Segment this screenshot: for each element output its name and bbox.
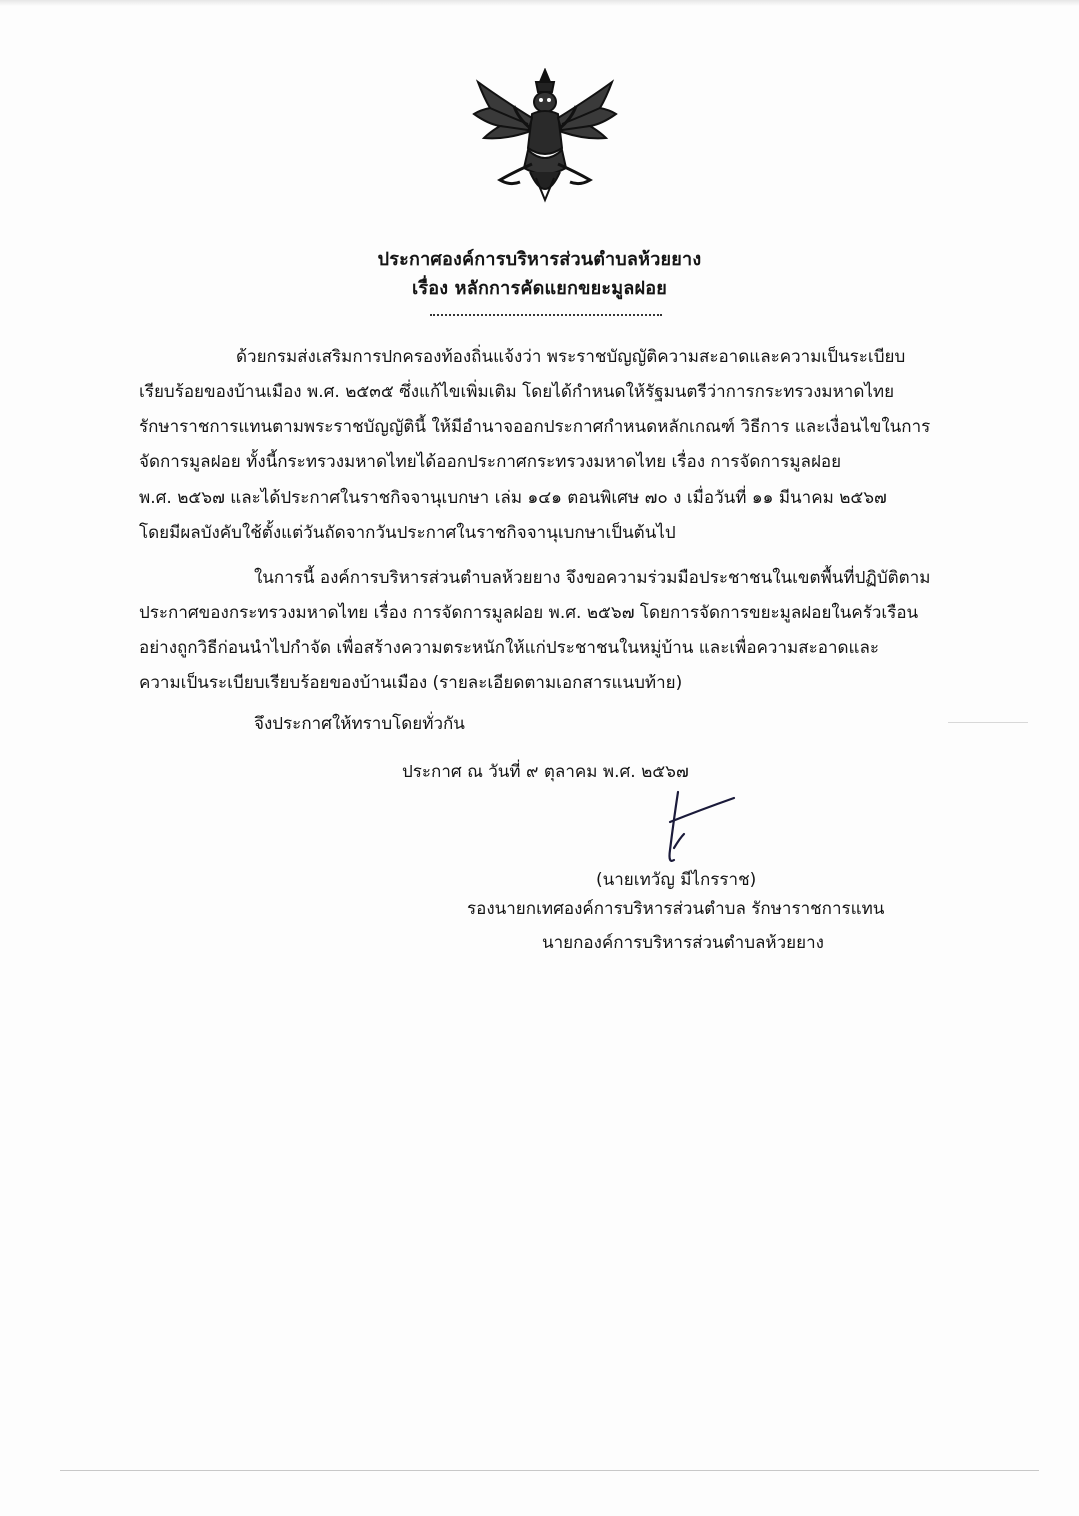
handwritten-signature-icon bbox=[630, 788, 750, 868]
signer-office: นายกองค์การบริหารส่วนตำบลห้วยยาง bbox=[542, 933, 824, 953]
announcement-date: ประกาศ ณ วันที่ ๙ ตุลาคม พ.ศ. ๒๕๖๗ bbox=[402, 762, 689, 782]
announcement-title: ประกาศองค์การบริหารส่วนตำบลห้วยยาง bbox=[377, 249, 702, 270]
paragraph-line: จัดการมูลฝอย ทั้งนี้กระทรวงมหาดไทยได้ออกประกาศกระทรวงมหาดไทย เรื่อง การจัดการมูลฝอย bbox=[139, 452, 842, 472]
scan-edge bbox=[0, 0, 1079, 6]
paragraph-line: โดยมีผลบังคับใช้ตั้งแต่วันถัดจากวันประกาศในราชกิจจานุเบกษาเป็นต้นไป bbox=[139, 523, 676, 543]
closing-statement: จึงประกาศให้ทราบโดยทั่วกัน bbox=[254, 714, 465, 734]
signer-name: (นายเทวัญ มีไกรราช) bbox=[596, 870, 757, 890]
title-divider bbox=[430, 314, 662, 316]
announcement-subject: เรื่อง หลักการคัดแยกขยะมูลฝอย bbox=[411, 278, 668, 299]
paragraph-line: ด้วยกรมส่งเสริมการปกครองท้องถิ่นแจ้งว่า พระราชบัญญัติความสะอาดและความเป็นระเบียบ bbox=[236, 347, 906, 367]
garuda-emblem-icon bbox=[470, 68, 620, 208]
signer-position: รองนายกเทศองค์การบริหารส่วนตำบล รักษาราชการแทน bbox=[467, 899, 885, 919]
margin-mark bbox=[948, 722, 1028, 723]
paragraph-line: ประกาศของกระทรวงมหาดไทย เรื่อง การจัดการมูลฝอย พ.ศ. ๒๕๖๗ โดยการจัดการขยะมูลฝอยในครัวเรือน bbox=[139, 603, 919, 623]
scan-bottom-edge bbox=[60, 1470, 1039, 1471]
paragraph-line: อย่างถูกวิธีก่อนนำไปกำจัด เพื่อสร้างความตระหนักให้แก่ประชาชนในหมู่บ้าน และเพื่อความสะอาดและ bbox=[139, 638, 880, 658]
paragraph-line: เรียบร้อยของบ้านเมือง พ.ศ. ๒๕๓๕ ซึ่งแก้ไขเพิ่มเติม โดยได้กำหนดให้รัฐมนตรีว่าการกระทรวงมหาดไทย bbox=[139, 382, 895, 402]
paragraph-line: ความเป็นระเบียบเรียบร้อยของบ้านเมือง (รายละเอียดตามเอกสารแนบท้าย) bbox=[139, 673, 683, 693]
paragraph-line: ในการนี้ องค์การบริหารส่วนตำบลห้วยยาง จึงขอความร่วมมือประชาชนในเขตพื้นที่ปฏิบัติตาม bbox=[254, 568, 931, 588]
paragraph-line: พ.ศ. ๒๕๖๗ และได้ประกาศในราชกิจจานุเบกษา เล่ม ๑๔๑ ตอนพิเศษ ๗๐ ง เมื่อวันที่ ๑๑ มีนาคม ๒๕๖๗ bbox=[139, 488, 887, 508]
paragraph-line: รักษาราชการแทนตามพระราชบัญญัตินี้ ให้มีอำนาจออกประกาศกำหนดหลักเกณฑ์ วิธีการ และเงื่อนไขในการ bbox=[139, 417, 931, 437]
